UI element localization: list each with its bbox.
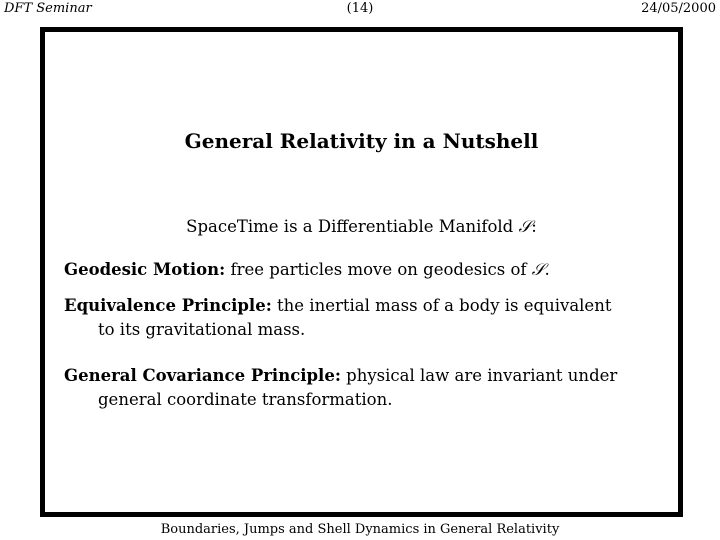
principle-text: physical law are invariant under [346, 366, 618, 385]
principle-equivalence [64, 294, 669, 342]
seminar-date: 24/05/2000 [641, 1, 716, 16]
principle-suffix: . [544, 260, 550, 279]
principle-label: General Covariance Principle: [64, 366, 341, 385]
principle-continuation: general coordinate transformation. [98, 390, 393, 409]
principle-general-covariance [64, 364, 669, 412]
slide-title: General Relativity in a Nutshell [184, 129, 539, 153]
page-number: (14) [346, 1, 374, 16]
page-header [0, 0, 720, 20]
principle-label: Geodesic Motion: [64, 260, 226, 279]
manifold-symbol: 𝒮 [518, 217, 532, 236]
seminar-name: DFT Seminar [4, 1, 92, 16]
principle-geodesic-motion [64, 258, 669, 282]
principle-text: free particles move on geodesics of [230, 260, 532, 279]
principle-label: Equivalence Principle: [64, 296, 272, 315]
intro-text: SpaceTime is a Differentiable Manifold [186, 217, 519, 236]
slide-frame [40, 27, 683, 517]
manifold-symbol: 𝒮 [531, 260, 545, 279]
page-footer: Boundaries, Jumps and Shell Dynamics in General Relativity [160, 522, 560, 537]
principle-continuation: to its gravitational mass. [98, 320, 306, 339]
intro-suffix: : [531, 217, 537, 236]
principle-text: the inertial mass of a body is equivalent [277, 296, 612, 315]
slide-intro [45, 216, 678, 238]
